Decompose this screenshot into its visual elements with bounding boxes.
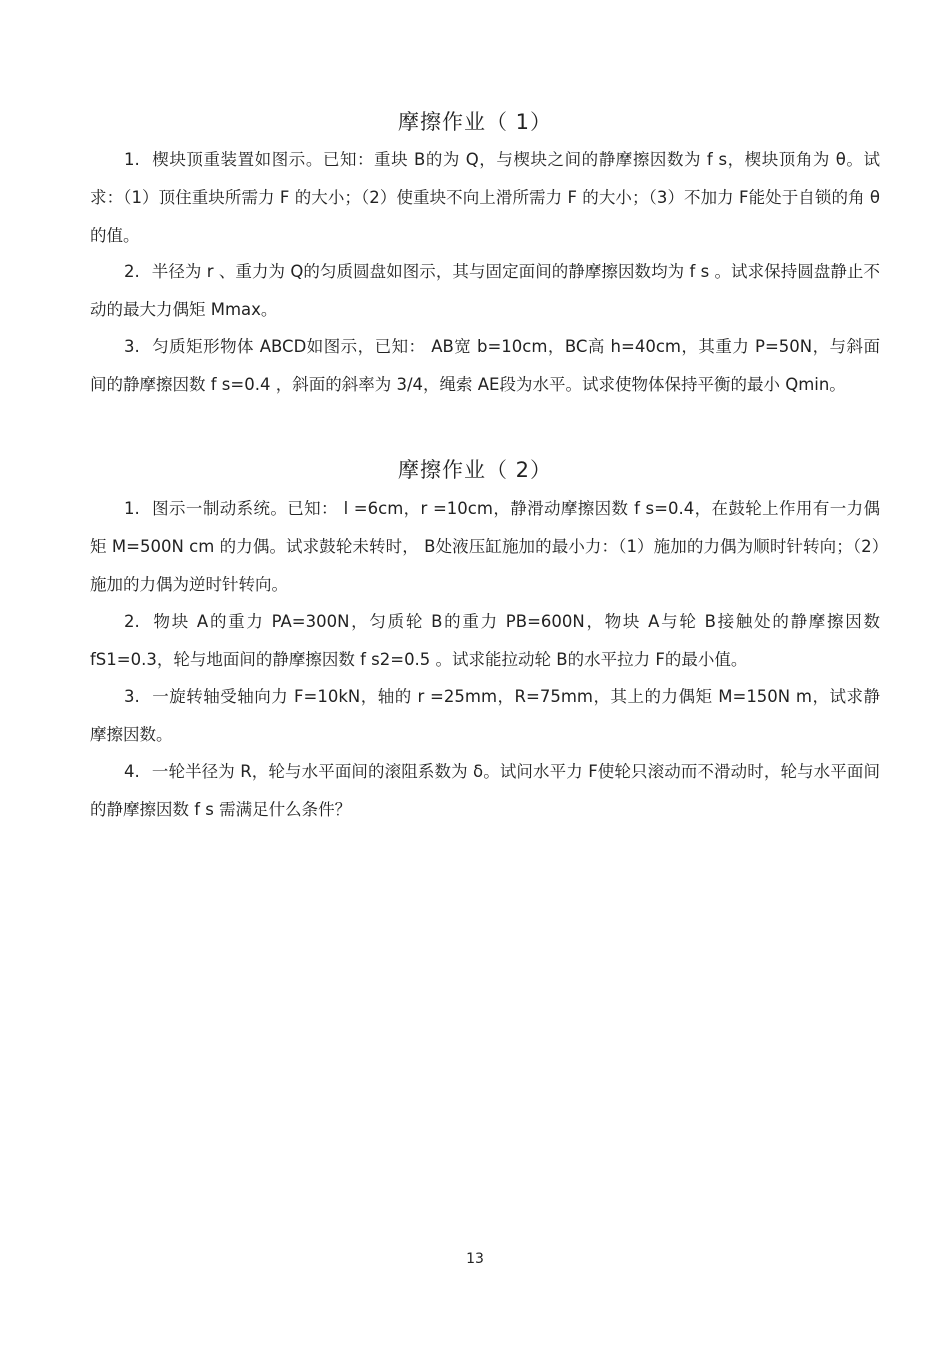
section-1-problem-1: [90, 141, 880, 255]
section-1-problem-2: [90, 253, 880, 329]
section-2-problem-3: [90, 678, 880, 754]
problem-number: 2.: [124, 612, 140, 631]
problem-text: 物块 A的重力 PA=300N，匀质轮 B的重力 PB=600N，物块 A与轮 B接触处的静摩擦因数 fS1=0.3，轮与地面间的静摩擦因数 f s2=0.5 。试求能拉动轮 B的水平拉力 F的最小值。: [90, 612, 880, 669]
section-2-title: 摩擦作业（ 2）: [397, 458, 553, 482]
problem-text: 一旋转轴受轴向力 F=10kN，轴的 r =25mm，R=75mm，其上的力偶矩 M=150N m，试求静摩擦因数。: [90, 687, 880, 744]
page-number: 13: [466, 1251, 484, 1267]
section-1-problem-3: [90, 328, 880, 404]
problem-text: 半径为 r 、重力为 Q的匀质圆盘如图示，其与固定面间的静摩擦因数均为 f s 。试求保持圆盘静止不动的最大力偶矩 Mmax。: [90, 262, 880, 319]
problem-number: 3.: [124, 337, 140, 356]
problem-number: 1.: [124, 499, 140, 518]
problem-number: 4.: [124, 762, 140, 781]
section-1-title: 摩擦作业（ 1）: [397, 110, 553, 134]
problem-text: 一轮半径为 R，轮与水平面间的滚阻系数为 δ。试问水平力 F使轮只滚动而不滑动时，轮与水平面间的静摩擦因数 f s 需满足什么条件？: [90, 762, 880, 819]
section-2-problem-1: [90, 490, 880, 604]
problem-text: 楔块顶重装置如图示。已知：重块 B的为 Q，与楔块之间的静摩擦因数为 f s，楔块顶角为 θ。试求：（1）顶住重块所需力 F 的大小；（2）使重块不向上滑所需力 F 的大小；（3）不加力 F能处于自锁的角 θ的值。: [90, 150, 880, 245]
section-2-problem-2: [90, 603, 880, 679]
problem-number: 2.: [124, 262, 140, 281]
problem-text: 图示一制动系统。已知： l =6cm，r =10cm，静滑动摩擦因数 f s=0.4，在鼓轮上作用有一力偶矩 M=500N cm 的力偶。试求鼓轮未转时， B处液压缸施加的最小力：（1）施加的力偶为顺时针转向；（2）施加的力偶为逆时针转向。: [90, 499, 880, 594]
problem-text: 匀质矩形物体 ABCD如图示，已知： AB宽 b=10cm，BC高 h=40cm，其重力 P=50N，与斜面间的静摩擦因数 f s=0.4 ，斜面的斜率为 3/4，绳索 AE段为水平。试求使物体保持平衡的最小 Qmin。: [90, 337, 880, 394]
section-2-problem-4: [90, 753, 880, 829]
problem-number: 3.: [124, 687, 140, 706]
problem-number: 1.: [124, 150, 140, 169]
